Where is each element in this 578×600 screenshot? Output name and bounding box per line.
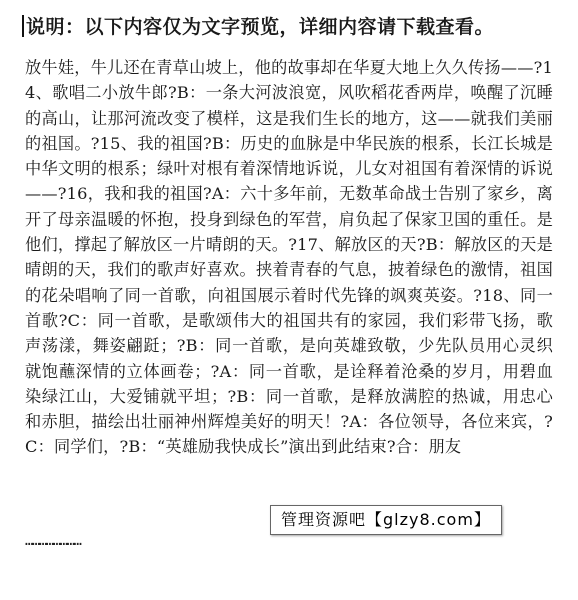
site-watermark: 管理资源吧【glzy8.com】 (270, 505, 502, 535)
text-cursor (22, 15, 24, 37)
document-body-text: 放牛娃，牛儿还在青草山坡上，他的故事却在华夏大地上久久传扬——?14、歌唱二小放牛郎?B：一条大河波浪宽，风吹稻花香两岸，唤醒了沉睡的高山，让那河流改变了模样，这是我们生长的地方，这——就我们美丽的祖国。?15、我的祖国?B：历史的血脉是中华民族的根系，长江长城是中华文明的根系；绿叶对根有着深情地诉说，儿女对祖国有着深情的诉说——?16，我和我的祖国?A：六十多年前，无数革命战士告别了家乡，离开了母亲温暖的怀抱，投身到绿色的军营，肩负起了保家卫国的重任。是他们，撑起了解放区一片晴朗的天。?17、解放区的天?B：解放区的天是晴朗的天，我们的歌声好喜欢。挟着青春的气息，披着绿色的激情，祖国的花朵唱响了同一首歌，向祖国展示着时代先锋的飒爽英姿。?18、同一首歌?C：同一首歌，是歌颂伟大的祖国共有的家园，我们彩带飞扬，歌声荡漾，舞姿翩跹；?B：同一首歌，是向英雄致敬，少先队员用心灵织就饱蘸深情的立体画卷；?A：同一首歌，是诠释着沧桑的岁月，用碧血染绿江山，大爱铺就平坦；?B：同一首歌，是释放满腔的热诚，用忠心和赤胆，描绘出壮丽神州辉煌美好的明天！?A：各位领导，各位来宾，?C：同学们，?B：“英雄励我快成长”演出到此结束?合：朋友 (25, 58, 553, 457)
truncation-ellipsis: …………………… (25, 533, 81, 549)
preview-notice-text: 说明：以下内容仅为文字预览，详细内容请下载查看。 (26, 16, 495, 38)
preview-notice (22, 12, 494, 39)
